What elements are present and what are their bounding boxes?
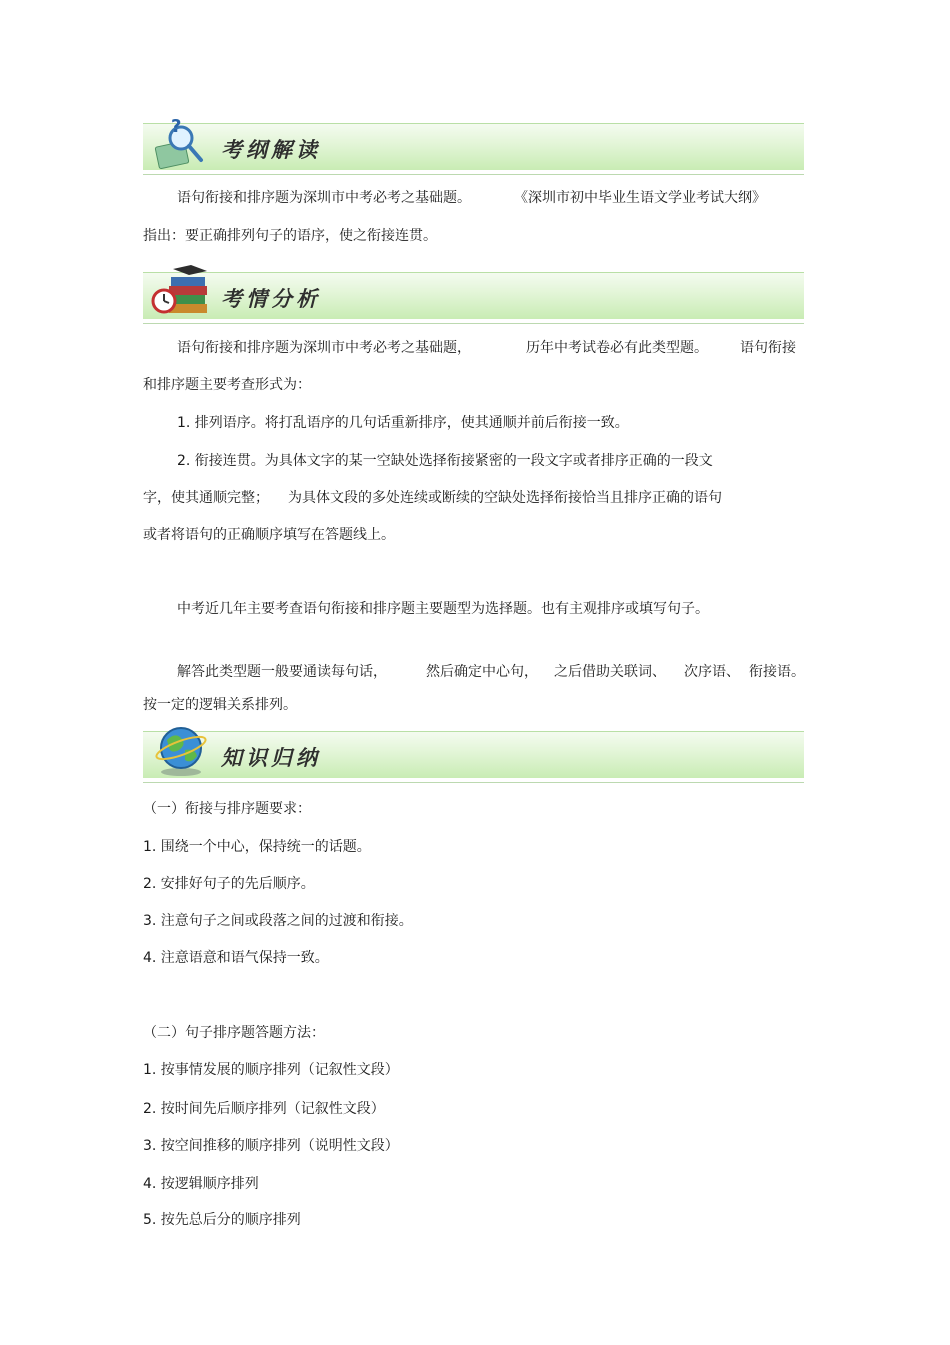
list-item: 5. 按先总后分的顺序排列: [143, 1212, 301, 1228]
text-segment: 然后确定中心句，: [426, 664, 538, 680]
list-item: 3. 注意句子之间或段落之间的过渡和衔接。: [143, 913, 413, 929]
outline-line-2: 指出：要正确排列句子的语序，使之衔接连贯。: [143, 228, 437, 244]
text-segment: 语句衔接: [740, 340, 796, 356]
analysis-paragraph-4-cont: 按一定的逻辑关系排列。: [143, 697, 297, 713]
section-title: 知识归纳: [221, 745, 321, 770]
text-segment: 历年中考试卷必有此类型题。: [526, 340, 708, 356]
analysis-item-2-end: 或者将语句的正确顺序填写在答题线上。: [143, 527, 395, 543]
section-banner-analysis: [143, 272, 804, 319]
text-segment: 语句衔接和排序题为深圳市中考必考之基础题。: [177, 190, 471, 206]
books-clock-icon: [151, 263, 211, 319]
analysis-item-2: 2. 衔接连贯。为具体文字的某一空缺处选择衔接紧密的一段文字或者排序正确的一段文: [177, 453, 713, 469]
text-segment: 之后借助关联词、: [554, 664, 666, 680]
knowledge-heading-2: （二）句子排序题答题方法：: [143, 1025, 325, 1041]
text-segment: 《深圳市初中毕业生语文学业考试大纲》: [514, 190, 766, 206]
globe-icon: [151, 722, 211, 778]
list-item: 1. 按事情发展的顺序排列（记叙性文段）: [143, 1062, 399, 1078]
analysis-paragraph-3: 中考近几年主要考查语句衔接和排序题主要题型为选择题。也有主观排序或填写句子。: [177, 601, 709, 617]
list-item: 3. 按空间推移的顺序排列（说明性文段）: [143, 1138, 399, 1154]
text-segment: 次序语、: [684, 664, 740, 680]
text-segment: 衔接语。: [749, 664, 805, 680]
magnifier-question-icon: [151, 114, 211, 170]
section-title: 考纲解读: [221, 137, 321, 162]
list-item: 2. 按时间先后顺序排列（记叙性文段）: [143, 1101, 385, 1117]
text-segment: 为具体文段的多处连续或断续的空缺处选择衔接恰当且排序正确的语句: [288, 490, 722, 506]
text-segment: 解答此类型题一般要通读每句话，: [177, 664, 387, 680]
list-item: 4. 按逻辑顺序排列: [143, 1176, 259, 1192]
list-item: 1. 围绕一个中心，保持统一的话题。: [143, 839, 371, 855]
text-segment: 语句衔接和排序题为深圳市中考必考之基础题，: [177, 340, 471, 356]
list-item: 4. 注意语意和语气保持一致。: [143, 950, 329, 966]
knowledge-heading-1: （一）衔接与排序题要求：: [143, 801, 311, 817]
section-title: 考情分析: [221, 286, 321, 311]
section-banner-knowledge: [143, 731, 804, 778]
analysis-item-1: 1. 排列语序。将打乱语序的几句话重新排序，使其通顺并前后衔接一致。: [177, 415, 629, 431]
text-segment: 字，使其通顺完整；: [143, 490, 269, 506]
section-banner-outline: [143, 116, 804, 170]
list-item: 2. 安排好句子的先后顺序。: [143, 876, 315, 892]
analysis-line-2: 和排序题主要考查形式为：: [143, 377, 311, 393]
svg-text:?: ?: [171, 116, 182, 137]
